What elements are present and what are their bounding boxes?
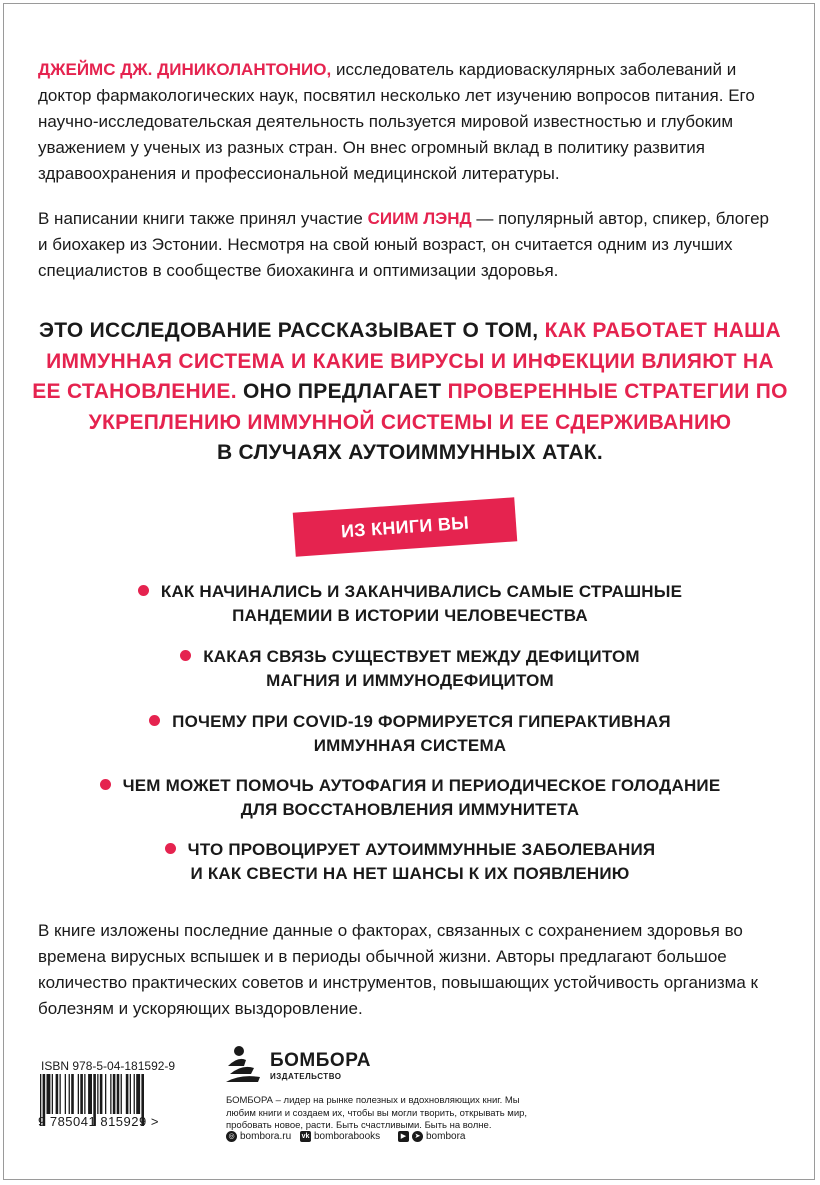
list-item <box>90 645 730 693</box>
summary-part2: КАК РАБОТАЕТ НАША ИММУННАЯ СИСТЕМА И КАКИЕ ВИРУСЫ И ИНФЕКЦИИ ВЛИЯЮТ НА ЕЕ СТАНОВЛЕНИЕ. <box>32 319 782 403</box>
closing-paragraph: В книге изложены последние данные о факторах, связанных с сохранением здоровья во времена вирусных вспышек и в периоды обычной жизни. Авторы предлагают большое количество практических советов и инструментов, повышающих устойчивость организма к болезням и ускоряющих выздоровление. <box>38 921 758 1018</box>
social-label: bombora <box>426 1131 466 1142</box>
bullet-line: ЧЕМ МОЖЕТ ПОМОЧЬ АУТОФАГИЯ И ПЕРИОДИЧЕСКОЕ ГОЛОДАНИЕ <box>122 776 721 795</box>
author2-prefix: В написании книги также принял участие <box>38 209 368 228</box>
bullet-line: КАКАЯ СВЯЗЬ СУЩЕСТВУЕТ МЕЖДУ ДЕФИЦИТОМ <box>203 647 640 666</box>
summary-part3: ОНО ПРЕДЛАГАЕТ <box>236 380 448 403</box>
social-link-telegram[interactable] <box>398 1131 465 1142</box>
list-item <box>90 710 730 758</box>
summary-part1: ЭТО ИССЛЕДОВАНИЕ РАССКАЗЫВАЕТ О ТОМ, <box>38 319 545 342</box>
vk-icon: vk <box>301 1133 310 1140</box>
bullet-line: ПОЧЕМУ ПРИ COVID-19 ФОРМИРУЕТСЯ ГИПЕРАКТИВНАЯ <box>172 712 671 731</box>
bullet-line: МАГНИЯ И ИММУНОДЕФИЦИТОМ <box>266 671 554 690</box>
bullet-dot-icon <box>138 585 149 596</box>
publisher-subtitle: ИЗДАТЕЛЬСТВО <box>270 1072 342 1081</box>
youtube-icon: ▶ <box>398 1131 409 1142</box>
bullet-dot-icon <box>149 715 160 726</box>
publisher-description: БОМБОРА – лидер на рынке полезных и вдохновляющих книг. Мы любим книги и создаем их, чтобы вы могли творить, открывать мир, пробовать новое, расти. Быть счастливыми. Быть на волне. <box>226 1095 528 1131</box>
list-item <box>90 774 730 822</box>
bullet-line: ЧТО ПРОВОЦИРУЕТ АУТОИММУННЫЕ ЗАБОЛЕВАНИЯ <box>187 840 656 859</box>
isbn-label: ISBN 978-5-04-181592-9 <box>41 1059 176 1073</box>
author2-name: СИИМ ЛЭНД <box>367 209 472 228</box>
summary-part5: В СЛУЧАЯХ АУТОИММУННЫХ АТАК. <box>216 441 604 464</box>
web-icon: ◎ <box>226 1131 237 1142</box>
bullet-dot-icon <box>180 650 191 661</box>
summary-part4: ПРОВЕРЕННЫЕ СТРАТЕГИИ ПО УКРЕПЛЕНИЮ ИММУННОЙ СИСТЕМЫ И ЕЕ СДЕРЖИВАНИЮ <box>88 380 788 434</box>
bullet-dot-icon <box>100 779 111 790</box>
bombora-logo-icon <box>224 1044 264 1084</box>
learn-banner: ИЗ КНИГИ ВЫ УЗНАЕТЕ: <box>293 497 518 556</box>
social-label: bombora.ru <box>240 1131 292 1142</box>
bullet-line: КАК НАЧИНАЛИСЬ И ЗАКАНЧИВАЛИСЬ САМЫЕ СТРАШНЫЕ <box>160 582 683 601</box>
author1-bio: исследователь кардиоваскулярных заболеваний и доктор фармакологических наук, посвятил несколько лет изучению вопросов питания. Его научно-исследовательская деятельность пользуется мировой известностью и глубоким уважением у ученых из разных стран. Он внес огромный вклад в политику развития здравоохранения и профессиональной медицинской литературы. <box>38 60 755 183</box>
social-link-web[interactable] <box>226 1131 291 1142</box>
publisher-name: БОМБОРА <box>270 1050 371 1071</box>
social-label: bomborabooks <box>314 1131 381 1142</box>
list-item <box>90 838 730 886</box>
list-item <box>90 580 730 628</box>
telegram-icon: ➤ <box>412 1131 423 1142</box>
bullet-dot-icon <box>165 843 176 854</box>
social-link-vk[interactable] <box>300 1131 380 1142</box>
barcode-digits: 9 785041 815929 > <box>38 1114 159 1129</box>
bullet-line: ПАНДЕМИИ В ИСТОРИИ ЧЕЛОВЕЧЕСТВА <box>232 606 588 625</box>
author1-name: ДЖЕЙМС ДЖ. ДИНИКОЛАНТОНИО, <box>38 60 332 79</box>
bullet-line: ДЛЯ ВОССТАНОВЛЕНИЯ ИММУНИТЕТА <box>240 800 580 819</box>
bullet-line: И КАК СВЕСТИ НА НЕТ ШАНСЫ К ИХ ПОЯВЛЕНИЮ <box>190 864 630 883</box>
author2-bio: — популярный автор, спикер, блогер и биохакер из Эстонии. Несмотря на свой юный возраст, он считается одним из лучших специалистов в сообществе биохакинга и оптимизации здоровья. <box>38 209 769 280</box>
bullet-line: ИММУННАЯ СИСТЕМА <box>313 736 507 755</box>
